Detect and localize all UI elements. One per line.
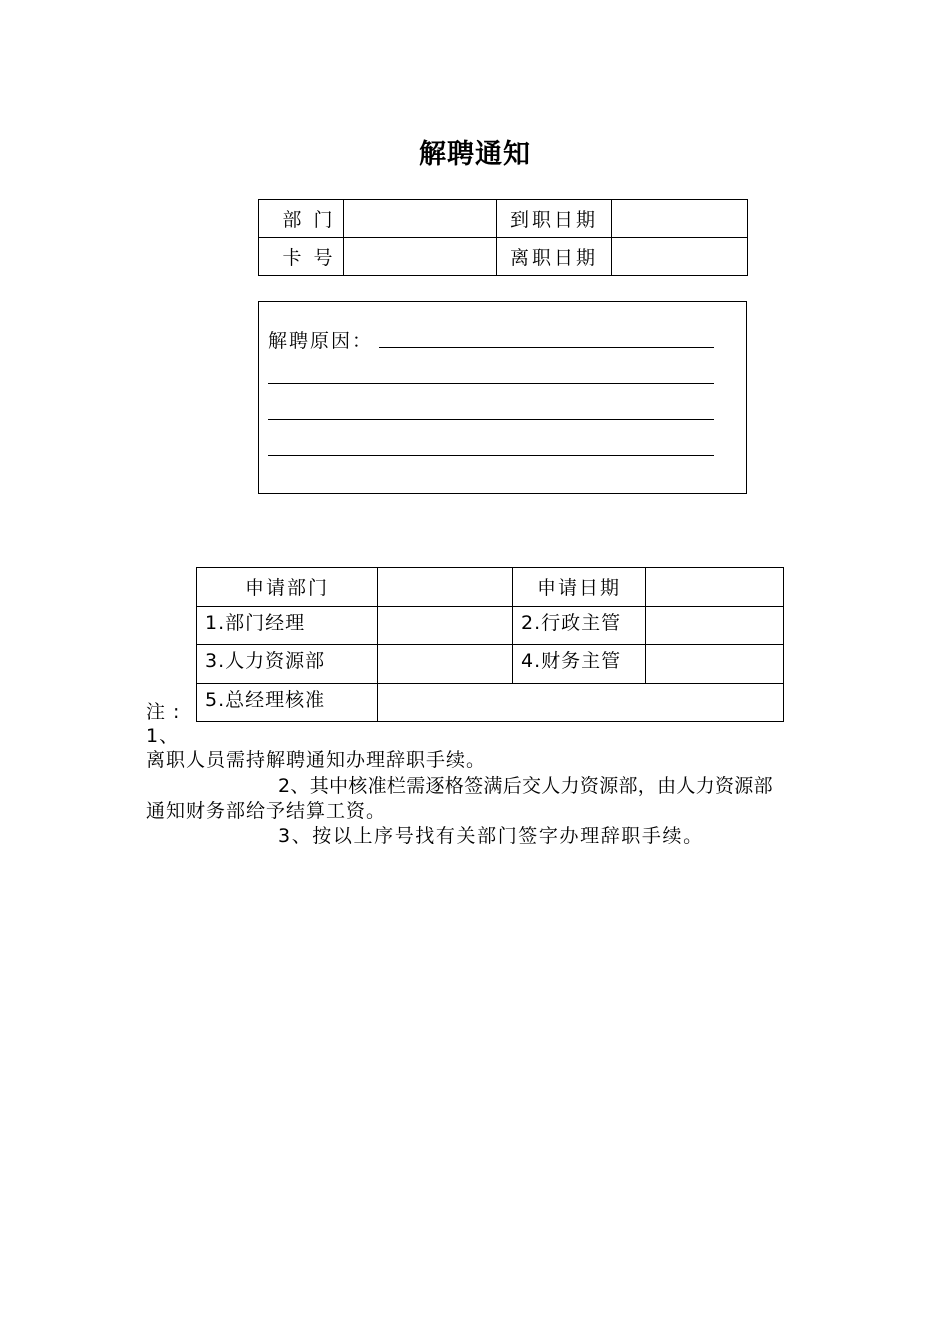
reason-line-1[interactable] <box>379 347 714 348</box>
department-label: 部 门 <box>259 200 344 238</box>
note-number-1: 1、 <box>146 725 180 747</box>
apply-date-field[interactable] <box>646 568 784 607</box>
reason-line-3[interactable] <box>268 419 714 420</box>
table-row <box>259 200 748 238</box>
table-row <box>197 568 784 607</box>
card-no-label: 卡 号 <box>259 238 344 276</box>
note-label: 注 : <box>146 701 181 723</box>
note-text-2b: 通知财务部给予结算工资。 <box>146 800 387 822</box>
leave-date-label: 离职日期 <box>497 238 612 276</box>
hr-dept-label: 3.人力资源部 <box>197 645 378 684</box>
dept-manager-label: 1.部门经理 <box>197 606 378 645</box>
note-text-2a: 2、其中核准栏需逐格签满后交人力资源部，由人力资源部 <box>278 775 773 797</box>
hr-dept-signature[interactable] <box>378 645 513 684</box>
apply-dept-label: 申请部门 <box>197 568 378 607</box>
gm-approval-signature[interactable] <box>378 683 784 722</box>
page-title: 解聘通知 <box>419 139 531 170</box>
finance-supervisor-signature[interactable] <box>646 645 784 684</box>
reason-line-4[interactable] <box>268 455 714 456</box>
table-row <box>197 606 784 645</box>
hire-date-label: 到职日期 <box>497 200 612 238</box>
table-row <box>259 238 748 276</box>
dept-manager-signature[interactable] <box>378 606 513 645</box>
admin-supervisor-signature[interactable] <box>646 606 784 645</box>
department-field[interactable] <box>344 200 497 238</box>
finance-supervisor-label: 4.财务主管 <box>513 645 646 684</box>
table-row <box>197 645 784 684</box>
admin-supervisor-label: 2.行政主管 <box>513 606 646 645</box>
info-table <box>258 199 748 276</box>
table-row <box>197 683 784 722</box>
apply-dept-field[interactable] <box>378 568 513 607</box>
reason-label: 解聘原因： <box>268 330 374 352</box>
leave-date-field[interactable] <box>612 238 748 276</box>
reason-line-2[interactable] <box>268 383 714 384</box>
hire-date-field[interactable] <box>612 200 748 238</box>
apply-date-label: 申请日期 <box>513 568 646 607</box>
note-text-3: 3、按以上序号找有关部门签字办理辞职手续。 <box>278 825 704 847</box>
approval-table <box>196 567 784 722</box>
note-text-1: 离职人员需持解聘通知办理辞职手续。 <box>146 749 487 771</box>
card-no-field[interactable] <box>344 238 497 276</box>
gm-approval-label: 5.总经理核准 <box>197 683 378 722</box>
